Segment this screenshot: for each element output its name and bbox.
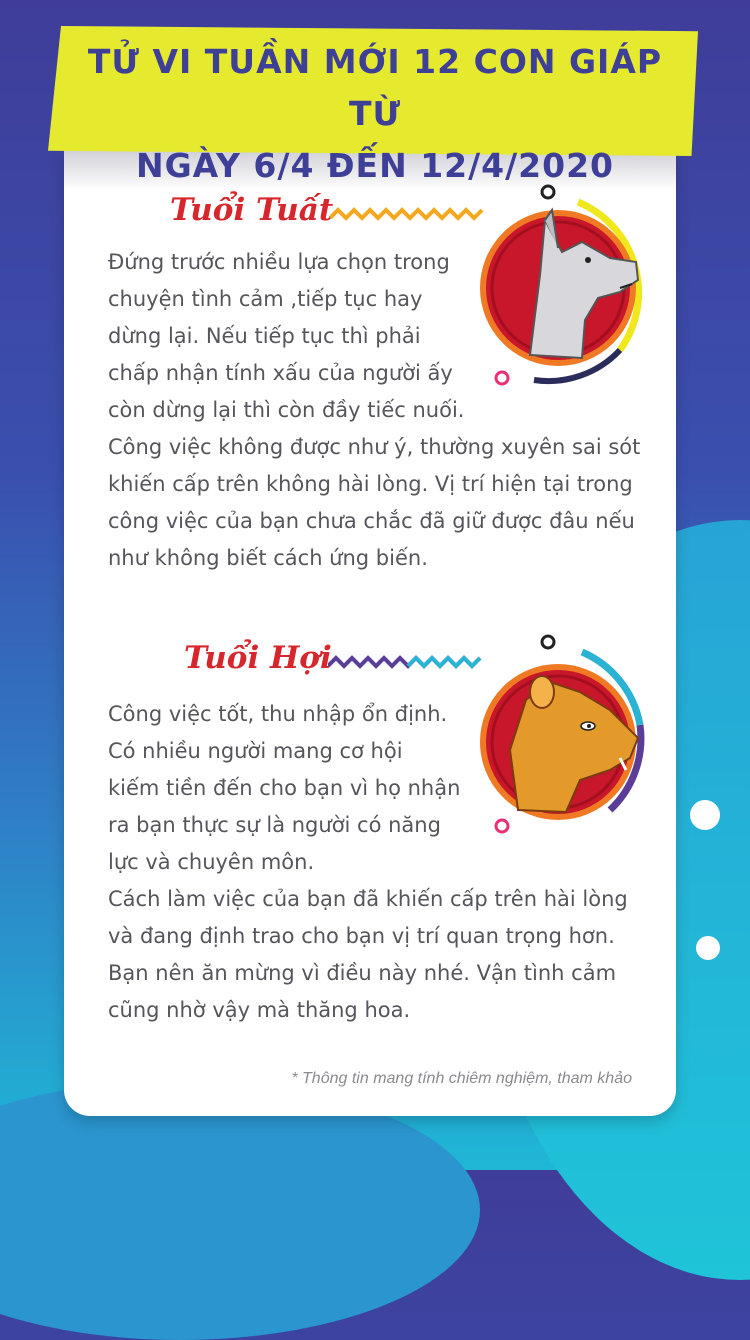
text-line: khiến cấp trên không hài lòng. Vị trí hiện tại trong bbox=[108, 472, 633, 496]
text-line: và đang định trao cho bạn vị trí quan trọng hơn. bbox=[108, 924, 615, 948]
page-title-line-1: TỬ VI TUẦN MỚI 12 CON GIÁP TỪ bbox=[87, 42, 663, 133]
text-line: lực và chuyên môn. bbox=[108, 850, 315, 874]
zigzag-decoration bbox=[330, 204, 485, 224]
decor-dot bbox=[696, 936, 720, 960]
text-line: như không biết cách ứng biến. bbox=[108, 546, 428, 570]
text-line: kiếm tiền đến cho bạn vì họ nhận bbox=[108, 776, 461, 800]
text-line: công việc của bạn chưa chắc đã giữ được đâu nếu bbox=[108, 509, 635, 533]
hoi-paragraph-1 bbox=[108, 696, 628, 1029]
background-wave-bottom bbox=[0, 1080, 480, 1340]
text-line: chuyện tình cảm ,tiếp tục hay bbox=[108, 287, 423, 311]
text-line: ra bạn thực sự là người có năng bbox=[108, 813, 441, 837]
footnote: * Thông tin mang tính chiêm nghiệm, tham khảo bbox=[291, 1070, 632, 1087]
text-line: Đứng trước nhiều lựa chọn trong bbox=[108, 250, 450, 274]
text-line: Có nhiều người mang cơ hội bbox=[108, 739, 403, 763]
text-line: Cách làm việc của bạn đã khiến cấp trên hài lòng bbox=[108, 887, 628, 911]
text-line: Công việc tốt, thu nhập ổn định. bbox=[108, 702, 448, 726]
text-line: Công việc không được như ý, thường xuyên sai sót bbox=[108, 435, 641, 459]
zodiac-name-hoi: Tuổi Hợi bbox=[184, 640, 332, 676]
page-title bbox=[60, 36, 690, 192]
text-line: cũng nhờ vậy mà thăng hoa. bbox=[108, 998, 411, 1022]
tuat-paragraph-1 bbox=[108, 244, 640, 577]
page-title-line-2: NGÀY 6/4 ĐẾN 12/4/2020 bbox=[135, 146, 615, 185]
text-line: dừng lại. Nếu tiếp tục thì phải bbox=[108, 324, 421, 348]
text-line: Bạn nên ăn mừng vì điều này nhé. Vận tình cảm bbox=[108, 961, 617, 985]
text-line: còn dừng lại thì còn đầy tiếc nuối. bbox=[108, 398, 465, 422]
zigzag-decoration bbox=[328, 652, 486, 672]
zodiac-name-tuat: Tuổi Tuất bbox=[170, 192, 334, 228]
decor-dot bbox=[690, 800, 720, 830]
text-line: chấp nhận tính xấu của người ấy bbox=[108, 361, 453, 385]
